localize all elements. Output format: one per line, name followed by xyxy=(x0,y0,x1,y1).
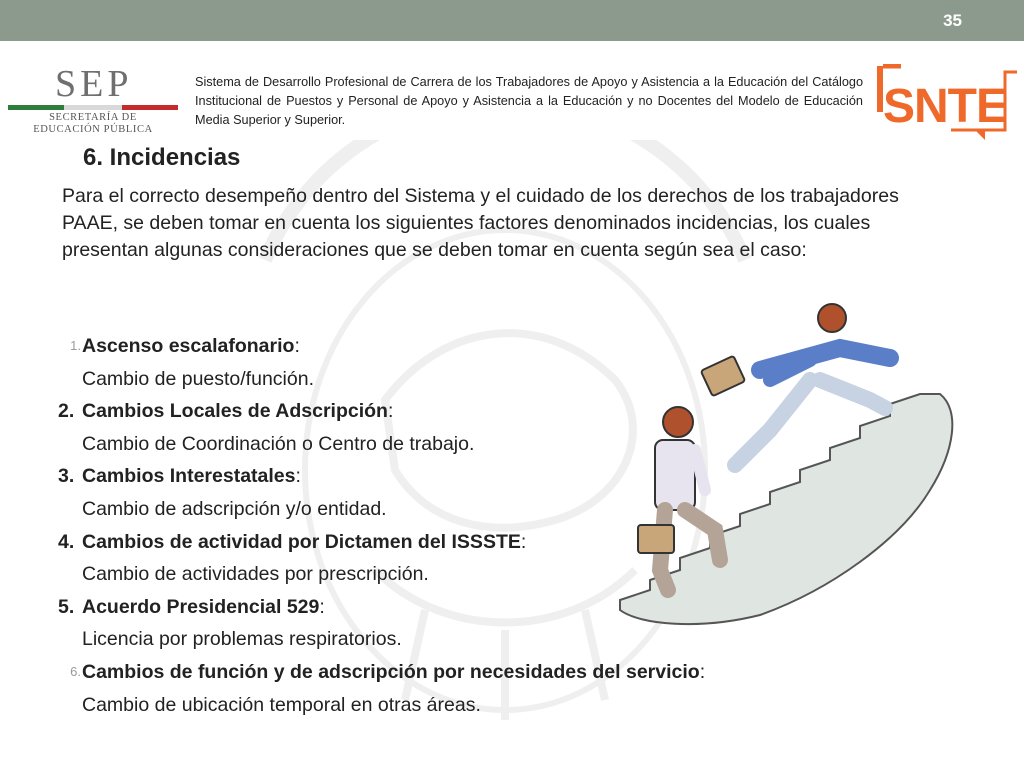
snte-logo xyxy=(875,64,1020,142)
header-text: Sistema de Desarrollo Profesional de Carrera de los Trabajadores de Apoyo y Asistencia a la Educación del Catálogo Institucional de Puestos y Personal de Apoyo y Asistencia a la Educación y no Docentes del Modelo de Educación Media Superior y Superior. xyxy=(195,75,863,127)
stairs-climbing-illustration xyxy=(610,290,970,630)
sep-logo-line2: EDUCACIÓN PÚBLICA xyxy=(33,124,153,135)
sep-logo-word: SEP xyxy=(55,63,133,105)
list-item-description: Cambio de Coordinación o Centro de trabajo. xyxy=(82,432,475,455)
sep-logo-rule xyxy=(8,105,178,110)
section-title: 6. Incidencias xyxy=(83,144,241,171)
list-item-title: Cambios Interestatales: xyxy=(82,465,301,488)
list-item-number: 6. xyxy=(70,663,81,679)
snte-logo-text: SNTE xyxy=(883,80,1008,133)
list-item-description: Cambio de actividades por prescripción. xyxy=(82,563,429,586)
list-item-number: 5. xyxy=(58,595,75,618)
list-item-description: Cambio de adscripción y/o entidad. xyxy=(82,497,387,520)
list-item-description: Cambio de ubicación temporal en otras áreas. xyxy=(82,693,481,716)
list-item-number: 2. xyxy=(58,400,75,423)
list-item-description: Cambio de puesto/función. xyxy=(82,367,314,390)
list-item-title: Cambios de función y de adscripción por necesidades del servicio: xyxy=(82,660,706,683)
list-item-title: Cambios de actividad por Dictamen del ISSSTE: xyxy=(82,530,527,553)
slide-number: 35 xyxy=(943,11,962,30)
list-item-title: Ascenso escalafonario: xyxy=(82,335,300,357)
sep-logo-line1: SECRETARÍA DE xyxy=(49,112,137,123)
top-bar xyxy=(0,0,1024,41)
list-item-title: Cambios Locales de Adscripción: xyxy=(82,400,394,423)
intro-paragraph: Para el correcto desempeño dentro del Sistema y el cuidado de los derechos de los trabajadores PAAE, se deben tomar en cuenta los siguientes factores denominados incidencias, los cuales presentan algunas consideraciones que se deben tomar en cuenta según sea el caso: xyxy=(62,185,899,261)
sep-logo xyxy=(8,62,178,140)
list-item-number: 1. xyxy=(70,338,81,353)
list-item-number: 3. xyxy=(58,465,75,488)
list-item-title: Acuerdo Presidencial 529: xyxy=(82,595,325,618)
list-item-6 xyxy=(57,656,817,689)
list-item-description: Licencia por problemas respiratorios. xyxy=(82,628,402,651)
list-item-number: 4. xyxy=(58,530,75,553)
